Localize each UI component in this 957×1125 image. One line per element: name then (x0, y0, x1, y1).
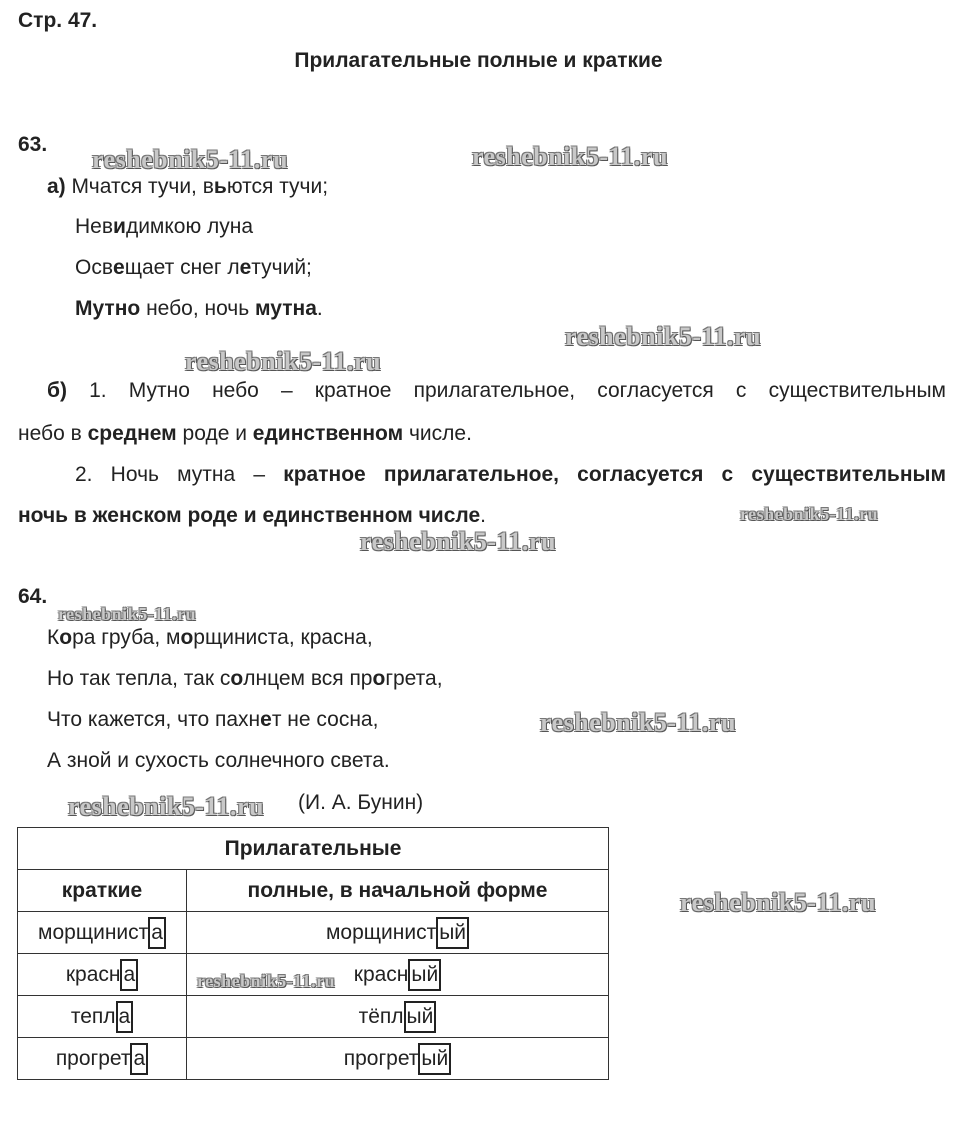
table-row (18, 912, 609, 954)
highlight-letter: ь (213, 175, 227, 198)
text: . (480, 504, 486, 527)
short-form-cell (18, 996, 187, 1038)
word-stem: красн (353, 962, 409, 986)
watermark: reshebnik5-11.ru (197, 971, 336, 991)
text: А зной и сухость солнечного света. (47, 749, 390, 772)
text: 1. Мутно небо – кратное прилагательное, согласуется с существительным (89, 379, 946, 402)
exercise-64-number: 64. (18, 585, 48, 608)
watermark: reshebnik5-11.ru (58, 604, 197, 624)
text: рщиниста, красна, (193, 626, 373, 649)
word-stem: морщинист (38, 920, 149, 944)
word-stem: тепл (70, 1004, 116, 1028)
poem-author: (И. А. Бунин) (298, 791, 424, 814)
column-header-full: полные, в начальной форме (187, 870, 609, 912)
ex63-poem-line-4 (75, 296, 323, 322)
word-stem: прогрет (343, 1046, 419, 1070)
text: ются тучи; (226, 175, 329, 198)
adjectives-table (17, 827, 609, 1080)
ending-box: ый (408, 959, 441, 991)
watermark: reshebnik5-11.ru (680, 888, 877, 917)
bold-word: единственном (252, 422, 404, 445)
text: Что кажется, что пахн (47, 708, 261, 731)
bold-phrase: ночь в женском роде и единственном числе (18, 504, 481, 527)
highlight-letter: о (230, 667, 244, 690)
ending-box: а (116, 1001, 134, 1033)
bold-phrase: кратное прилагательное, согласуется с существительным (283, 463, 946, 486)
text: т не сосна, (271, 708, 379, 731)
ex64-poem-line-2 (47, 666, 443, 692)
ex63-poem-line-3 (75, 255, 312, 281)
ex63-a-label: а) (47, 175, 66, 198)
text: Но так тепла, так с (47, 667, 231, 690)
ex63-b-line-1 (47, 378, 946, 404)
watermark: reshebnik5-11.ru (360, 527, 557, 556)
highlight-letter: о (59, 626, 73, 649)
ending-box: а (130, 1043, 148, 1075)
short-form-cell (18, 912, 187, 954)
bold-word: мутна (255, 297, 317, 320)
text: щает снег л (124, 256, 240, 279)
word-stem: прогрет (55, 1046, 131, 1070)
ex63-b-line-2 (18, 421, 472, 447)
word-stem: тёпл (358, 1004, 404, 1028)
ex64-poem-line-4 (47, 748, 390, 774)
ex63-b-label: б) (47, 379, 67, 402)
text: лнцем вся пр (243, 667, 373, 690)
text: ра груба, м (72, 626, 181, 649)
bold-word: Мутно (75, 297, 141, 320)
text: небо, ночь (140, 297, 256, 320)
text: К (47, 626, 60, 649)
highlight-letter: и (113, 215, 126, 238)
table-header: Прилагательные (18, 828, 609, 870)
text: Нев (75, 215, 114, 238)
ending-box: ый (436, 917, 469, 949)
ending-box: а (120, 959, 138, 991)
highlight-letter: е (260, 708, 272, 731)
watermark: reshebnik5-11.ru (472, 142, 669, 171)
full-form-cell (187, 996, 609, 1038)
highlight-letter: е (239, 256, 252, 279)
bold-word: среднем (87, 422, 177, 445)
watermark: reshebnik5-11.ru (185, 347, 382, 376)
highlight-letter: е (113, 256, 125, 279)
ex63-b-line-3 (75, 462, 946, 488)
text: числе. (403, 422, 472, 445)
ending-box: а (148, 917, 166, 949)
short-form-cell (18, 954, 187, 996)
page-title: Прилагательные полные и краткие (294, 49, 663, 72)
watermark: reshebnik5-11.ru (540, 708, 737, 737)
table-row (18, 1038, 609, 1080)
ex64-poem-line-1 (47, 625, 373, 651)
text: . (316, 297, 323, 320)
word-stem: красн (65, 962, 121, 986)
text: небо в (18, 422, 88, 445)
text: Осв (75, 256, 113, 279)
watermark: reshebnik5-11.ru (68, 792, 265, 821)
text: Мчатся тучи, в (71, 175, 214, 198)
watermark: reshebnik5-11.ru (92, 145, 289, 174)
table-row (18, 996, 609, 1038)
column-header-short: краткие (18, 870, 187, 912)
watermark: reshebnik5-11.ru (565, 322, 762, 351)
text: 2. Ночь мутна – (75, 463, 284, 486)
text: грета, (385, 667, 443, 690)
ending-box: ый (418, 1043, 451, 1075)
watermark: reshebnik5-11.ru (740, 504, 879, 524)
text: роде и (176, 422, 253, 445)
ex64-poem-line-3 (47, 707, 378, 733)
word-stem: морщинист (325, 920, 437, 944)
highlight-letter: о (372, 667, 386, 690)
text: димкою луна (125, 215, 254, 238)
page-label: Стр. 47. (18, 9, 98, 32)
full-form-cell (187, 912, 609, 954)
ending-box: ый (404, 1001, 437, 1033)
ex63-b-line-4 (18, 503, 486, 529)
ex63-poem-line-1 (47, 174, 328, 200)
ex63-poem-line-2 (75, 214, 253, 240)
exercise-63-number: 63. (18, 133, 48, 156)
short-form-cell (18, 1038, 187, 1080)
highlight-letter: о (180, 626, 194, 649)
full-form-cell (187, 1038, 609, 1080)
text: тучий; (251, 256, 312, 279)
